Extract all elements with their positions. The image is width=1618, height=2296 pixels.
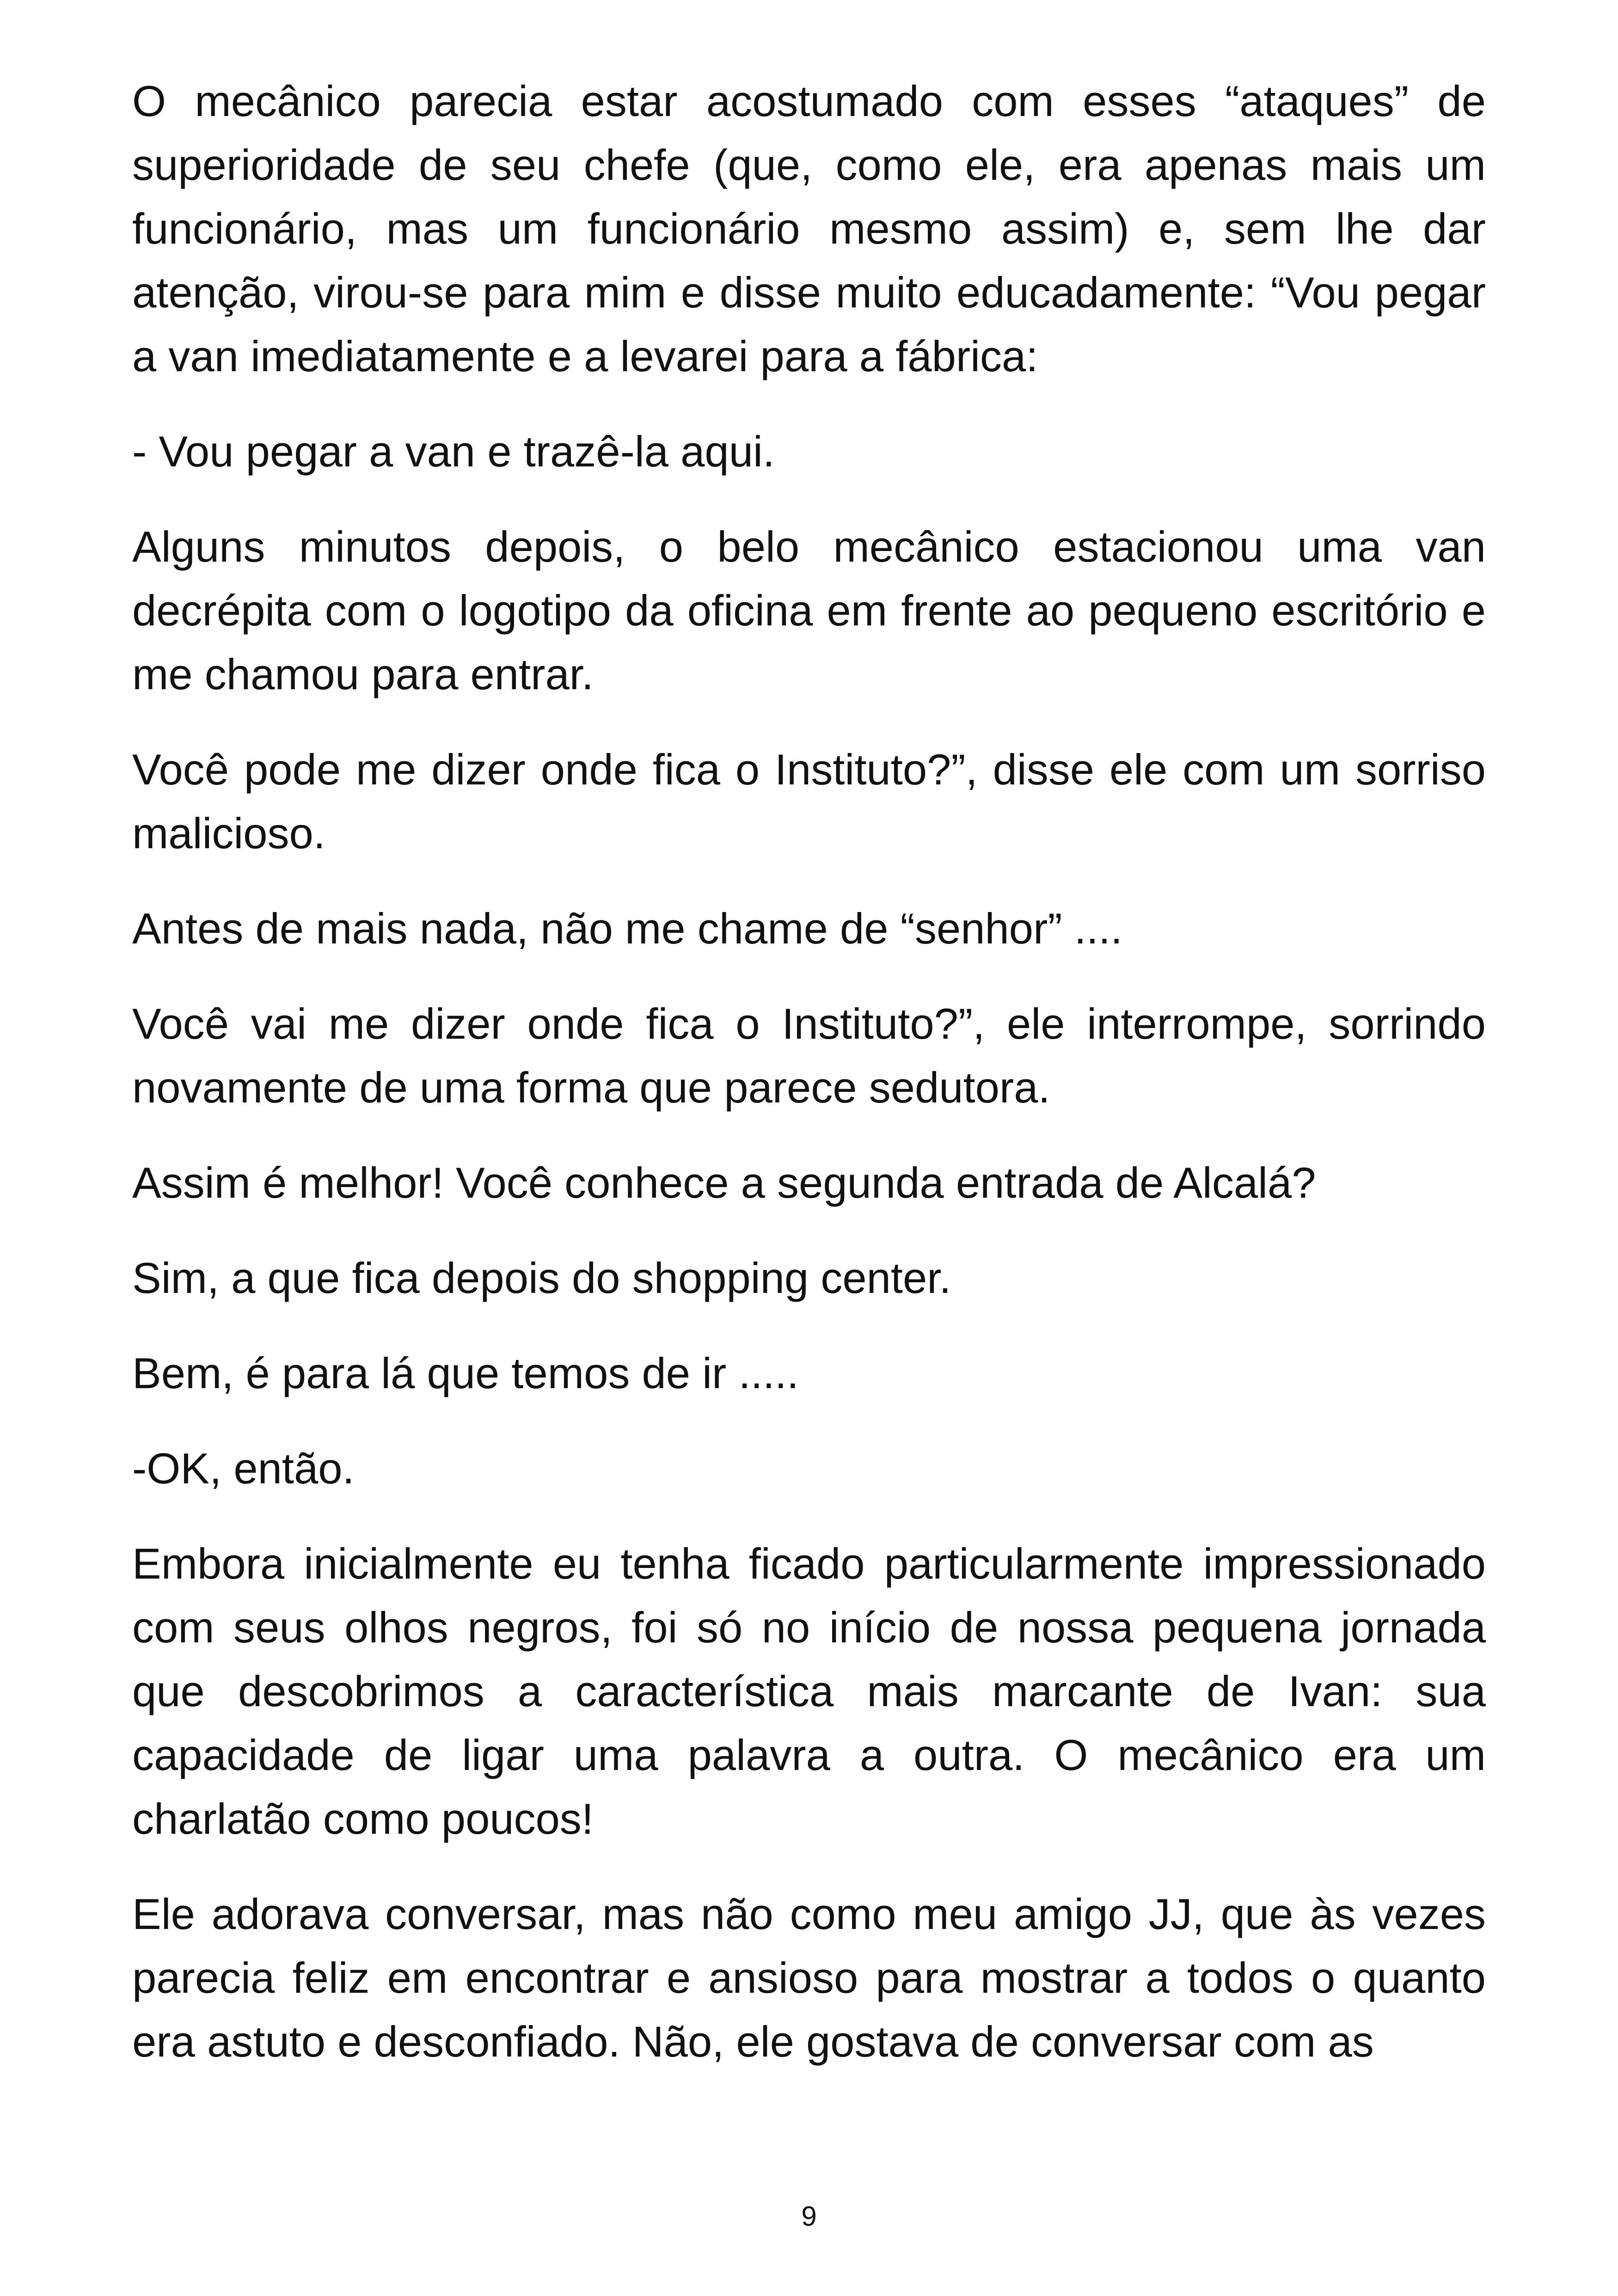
paragraph-12: Ele adorava conversar, mas não como meu amigo JJ, que às vezes parecia feliz em encontrar e ansioso para mostrar a todos o quanto era astuto e desconfiado. Não, ele gostava de conversar com as [132, 1890, 1486, 2066]
text-body [132, 69, 1486, 2105]
page-number: 9 [801, 2201, 817, 2232]
paragraph-7: Assim é melhor! Você conhece a segunda entrada de Alcalá? [132, 1158, 1316, 1207]
paragraph-1: O mecânico parecia estar acostumado com esses “ataques” de superioridade de seu chefe (que, como ele, era apenas mais um funcionário, mas um funcionário mesmo assim) e, sem lhe dar atenção, virou-se para mim e disse muito educadamente: “Vou pegar a van imediatamente e a levarei para a fábrica: [132, 77, 1486, 380]
paragraph-4: Você pode me dizer onde fica o Instituto?”, disse ele com um sorriso malicioso. [132, 745, 1486, 857]
paragraph-10: -OK, então. [132, 1444, 355, 1493]
paragraph-6: Você vai me dizer onde fica o Instituto?”, ele interrompe, sorrindo novamente de uma forma que parece sedutora. [132, 999, 1486, 1112]
paragraph-11: Embora inicialmente eu tenha ficado particularmente impressionado com seus olhos negros, foi só no início de nossa pequena jornada que descobrimos a característica mais marcante de Ivan: sua capacidade de ligar uma palavra a outra. O mecânico era um charlatão como poucos! [132, 1539, 1486, 1843]
paragraph-9: Bem, é para lá que temos de ir ..... [132, 1349, 799, 1397]
paragraph-3: Alguns minutos depois, o belo mecânico estacionou uma van decrépita com o logotipo da oficina em frente ao pequeno escritório e me chamou para entrar. [132, 522, 1486, 698]
paragraph-5: Antes de mais nada, não me chame de “senhor” .... [132, 904, 1123, 953]
paragraph-2: - Vou pegar a van e trazê-la aqui. [132, 427, 775, 476]
paragraph-8: Sim, a que fica depois do shopping center. [132, 1254, 951, 1302]
